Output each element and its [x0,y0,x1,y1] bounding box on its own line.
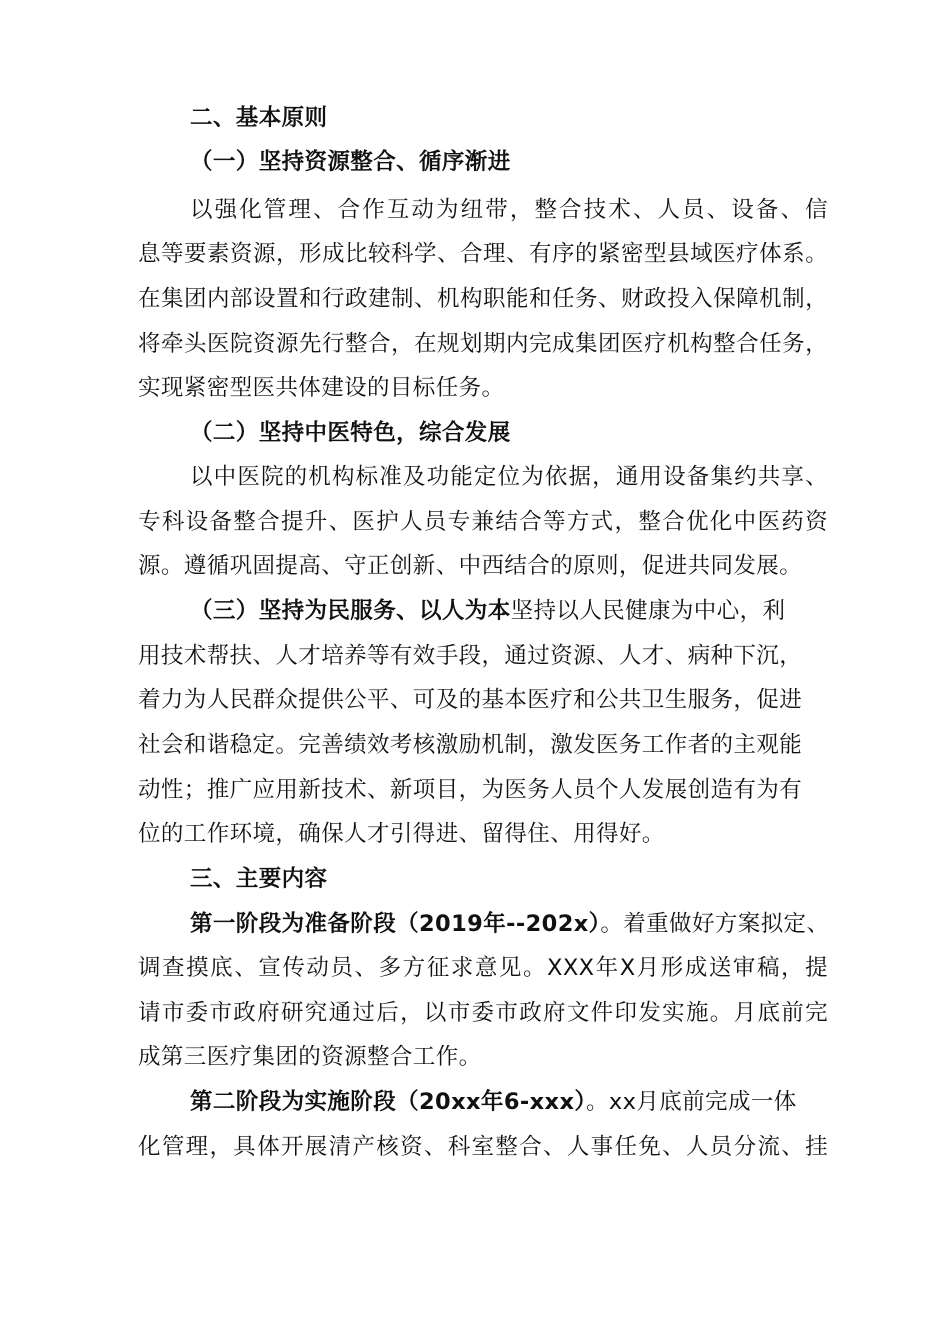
section-heading: 三、主要内容 [190,866,328,892]
subsection-heading: （二）坚持中医特色，综合发展 [190,420,511,446]
paragraph-line: 以强化管理、合作互动为纽带，整合技术、人员、设备、信 [190,197,828,223]
paragraph-line: 社会和谐稳定。完善绩效考核激励机制，激发医务工作者的主观能 [138,732,803,758]
paragraph-text: 坚持以人民健康为中心，利 [510,598,786,624]
subsection-heading: （一）坚持资源整合、循序渐进 [190,149,511,175]
paragraph-line: 化管理，具体开展清产核资、科室整合、人事任免、人员分流、挂 [138,1134,828,1160]
paragraph-line: 着力为人民群众提供公平、可及的基本医疗和公共卫生服务，促进 [138,687,803,713]
paragraph-line: 专科设备整合提升、医护人员专兼结合等方式，整合优化中医药资 [138,509,828,535]
paragraph-line: 将牵头医院资源先行整合，在规划期内完成集团医疗机构整合任务， [138,331,828,357]
paragraph-line: 请市委市政府研究通过后，以市委市政府文件印发实施。月底前完 [138,1000,828,1026]
paragraph-line [190,596,785,626]
paragraph-line [190,909,829,939]
paragraph-line: 在集团内部设置和行政建制、机构职能和任务、财政投入保障机制， [138,286,828,312]
paragraph-line: 调查摸底、宣传动员、多方征求意见。XXX年X月形成送审稿，提 [138,955,828,981]
paragraph-text: 。xx月底前完成一体 [586,1089,797,1115]
paragraph-text: 。着重做好方案拟定、 [600,911,830,937]
paragraph-line: 位的工作环境，确保人才引得进、留得住、用得好。 [138,821,665,847]
paragraph-line: 以中医院的机构标准及功能定位为依据，通用设备集约共享、 [190,464,828,490]
paragraph-line: 用技术帮扶、人才培养等有效手段，通过资源、人才、病种下沉， [138,643,803,669]
section-heading: 二、基本原则 [190,105,328,131]
stage-lead: 第二阶段为实施阶段（20xx年6-xxx） [190,1089,587,1115]
paragraph-line: 成第三医疗集团的资源整合工作。 [138,1044,482,1070]
paragraph-line: 源。遵循巩固提高、守正创新、中西结合的原则，促进共同发展。 [138,553,803,579]
paragraph-line: 实现紧密型医共体建设的目标任务。 [138,375,505,401]
stage-lead: 第一阶段为准备阶段（2019年--202x） [190,911,601,937]
paragraph-line: 息等要素资源，形成比较科学、合理、有序的紧密型县域医疗体系。 [138,241,828,267]
paragraph-line [190,1087,797,1117]
paragraph-line: 动性；推广应用新技术、新项目，为医务人员个人发展创造有为有 [138,777,803,803]
subsection-heading: （三）坚持为民服务、以人为本 [190,598,511,624]
